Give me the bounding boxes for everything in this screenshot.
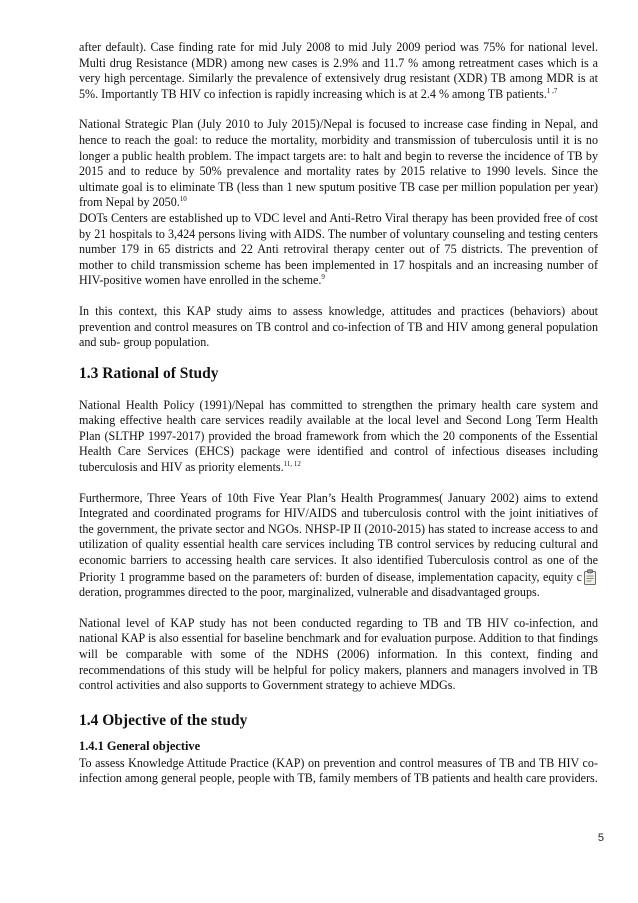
citation-ref: 10 [179,195,187,204]
comment-icon[interactable] [583,569,597,585]
paragraph-national-strategic-plan [79,117,598,211]
paragraph-five-year-plan [79,491,598,601]
paragraph-tb-statistics [79,40,598,102]
heading-general-objective: 1.4.1 General objective [79,738,201,753]
page-number: 5 [597,832,604,844]
heading-rational-of-study: 1.3 Rational of Study [79,364,219,382]
paragraph-kap-national-level: National level of KAP study has not been conducted regarding to TB and TB HIV co-infection, and national KAP is also essential for baseline benchmark and for evaluation purpose. Addition to that findings will be comparable with some of the NDHS (2006) information. In this context, finding and recommendations of this study will be helpful for policy makers, planners and managers involved in TB control activities and also supports to Government strategy to achieve MDGs. [79,615,598,693]
heading-objective-of-study: 1.4 Objective of the study [79,711,248,729]
citation-ref: 1 ,7 [546,86,558,95]
citation-ref: 11, 12 [283,460,301,469]
paragraph-text: Furthermore, Three Years of 10th Five Year Plan’s Health Programmes( January 2002) aims to extend Integrated and coordinated programs for HIV/AIDS and tuberculosis control with the joint initiatives of the government, the private sector and NGOs. NHSP-IP II (2010-2015) has stated to increase access to and utilization of quality essential health care services including TB control services by reducing cultural and economic barriers to accessing health care services. It also identified Tuberculosis control as one of the Priority 1 programme based on the parameters of: burden of disease, implementation capacity, equity c [79,490,598,584]
paragraph-text: National Health Policy (1991)/Nepal has committed to strengthen the primary health care system and making effective health care services readily available at the local level and Second Long Term Health Plan (SLTHP 1997-2017) provided the broad framework from which the 20 components of the Essential Health Care Services (EHCS) package were identified and control of infectious diseases including tuberculosis and HIV as priority elements. [79,397,598,475]
paragraph-text: DOTs Centers are established up to VDC level and Anti-Retro Viral therapy has been provided free of cost by 21 hospitals to 3,424 persons living with AIDS. The number of voluntary counseling and testing centers number 179 in 65 districts and 22 Anti retroviral therapy center out of 75 districts. The prevention of mother to child transmission scheme has been implemented in 17 hospitals and an increasing number of HIV-positive women have enrolled in the scheme. [79,210,598,288]
page-body [79,40,598,787]
paragraph-general-objective: To assess Knowledge Attitude Practice (KAP) on prevention and control measures of TB and TB HIV co-infection among general people, people with TB, family members of TB patients and health care providers. [79,755,598,786]
paragraph-dots-centers [79,211,598,289]
paragraph-kap-aim: In this context, this KAP study aims to assess knowledge, attitudes and practices (behaviors) about prevention and control measures on TB control and co-infection of TB and HIV among general population and sub- group population. [79,303,598,350]
paragraph-text: after default). Case finding rate for mid July 2008 to mid July 2009 period was 75% for national level. Multi drug Resistance (MDR) among new cases is 2.9% and 11.7 % among retreatment cases which is a very high percentage. Similarly the prevalence of extensively drug resistant (XDR) TB among MDR is at 5%. Importantly TB HIV co infection is rapidly increasing which is at 2.4 % among TB patients. [79,40,598,101]
paragraph-text: National Strategic Plan (July 2010 to July 2015)/Nepal is focused to increase case finding in Nepal, and hence to reach the goal: to reduce the mortality, morbidity and transmission of tuberculosis until it is no longer a public health problem. The impact targets are: to halt and begin to reverse the incidence of TB by 2015 and to reduce by 50% prevalence and mortality rates by 2015 relative to 1990 levels. Since the ultimate goal is to eliminate TB (less than 1 new sputum positive TB case per million population per year) from Nepal by 2050. [79,117,598,210]
paragraph-text: deration, programmes directed to the poor, marginalized, vulnerable and disadvantaged groups. [79,585,540,600]
paragraph-national-health-policy [79,398,598,476]
citation-ref: 9 [321,273,325,282]
